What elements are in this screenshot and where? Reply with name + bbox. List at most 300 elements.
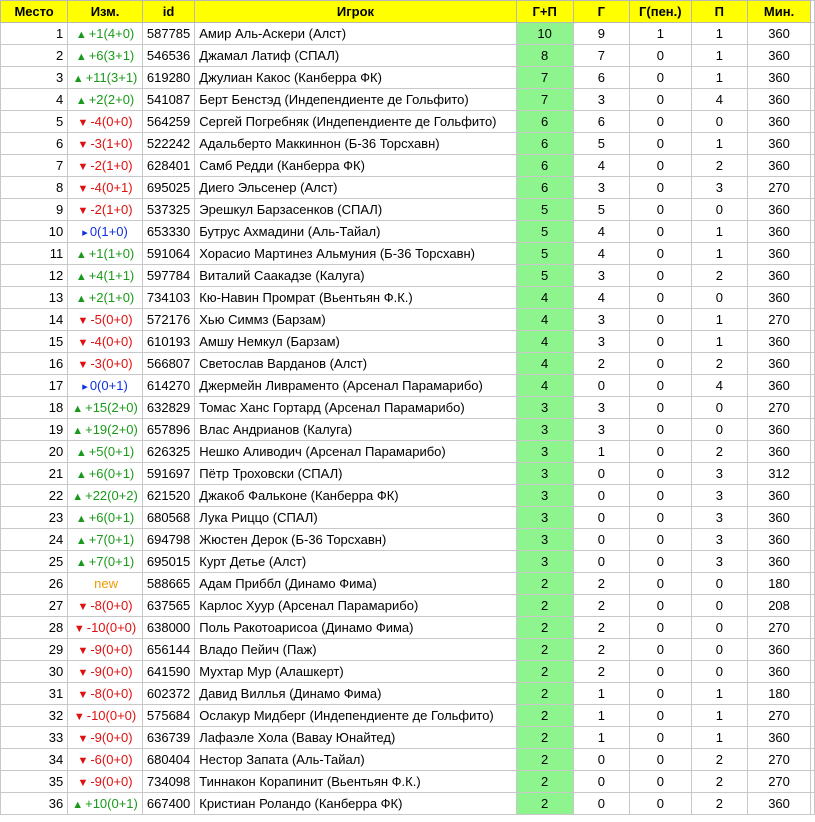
penalty-goals-cell: 0 — [630, 485, 692, 507]
player-name-cell: Нешко Аливодич (Арсенал Парамарибо) — [195, 441, 516, 463]
player-id-cell: 602372 — [142, 683, 194, 705]
player-id-cell: 587785 — [142, 23, 194, 45]
header-gp: Г+П — [516, 1, 573, 23]
minutes-cell: 360 — [748, 529, 811, 551]
row-stub — [811, 133, 815, 155]
row-stub — [811, 507, 815, 529]
assists-cell: 1 — [691, 45, 747, 67]
penalty-goals-cell: 0 — [630, 793, 692, 815]
minutes-cell: 270 — [748, 309, 811, 331]
gp-cell: 3 — [516, 507, 573, 529]
minutes-cell: 180 — [748, 573, 811, 595]
player-name-cell: Тиннакон Корапинит (Вьентьян Ф.К.) — [195, 771, 516, 793]
goals-cell: 0 — [573, 551, 629, 573]
assists-cell: 2 — [691, 353, 747, 375]
arrow-down-icon: ▼ — [77, 777, 89, 789]
change-text: -9(0+0) — [90, 664, 133, 679]
change-text: -9(0+0) — [90, 642, 133, 657]
gp-cell: 5 — [516, 199, 573, 221]
gp-cell: 3 — [516, 463, 573, 485]
change-text: -4(0+0) — [90, 334, 133, 349]
gp-cell: 2 — [516, 639, 573, 661]
change-text: +5(0+1) — [88, 444, 135, 459]
row-stub — [811, 683, 815, 705]
player-name-cell: Хью Симмз (Барзам) — [195, 309, 516, 331]
penalty-goals-cell: 0 — [630, 463, 692, 485]
flag-icon: ▸ — [82, 227, 88, 239]
penalty-goals-cell: 0 — [630, 221, 692, 243]
row-stub — [811, 529, 815, 551]
table-row — [1, 353, 815, 375]
assists-cell: 1 — [691, 331, 747, 353]
player-name-cell: Адальберто Маккиннон (Б-36 Торсхавн) — [195, 133, 516, 155]
arrow-up-icon: ▲ — [75, 29, 87, 41]
goals-cell: 6 — [573, 67, 629, 89]
goals-cell: 2 — [573, 661, 629, 683]
arrow-down-icon: ▼ — [77, 315, 89, 327]
assists-cell: 2 — [691, 771, 747, 793]
change-text: +19(2+0) — [85, 422, 138, 437]
player-name-cell: Эрешкул Барзасенков (СПАЛ) — [195, 199, 516, 221]
goals-cell: 0 — [573, 793, 629, 815]
arrow-down-icon: ▼ — [73, 623, 85, 635]
gp-cell: 4 — [516, 375, 573, 397]
assists-cell: 1 — [691, 67, 747, 89]
assists-cell: 2 — [691, 155, 747, 177]
change-cell — [68, 155, 143, 177]
player-name-cell: Светослав Варданов (Алст) — [195, 353, 516, 375]
player-name-cell: Кристиан Роландо (Канберра ФК) — [195, 793, 516, 815]
player-name-cell: Хорасио Мартинез Альмуния (Б-36 Торсхавн) — [195, 243, 516, 265]
place-cell: 9 — [1, 199, 68, 221]
arrow-up-icon: ▲ — [75, 447, 87, 459]
player-id-cell: 522242 — [142, 133, 194, 155]
penalty-goals-cell: 0 — [630, 287, 692, 309]
place-cell: 32 — [1, 705, 68, 727]
player-id-cell: 628401 — [142, 155, 194, 177]
row-stub — [811, 221, 815, 243]
row-stub — [811, 397, 815, 419]
change-text: +2(2+0) — [88, 92, 135, 107]
assists-cell: 1 — [691, 309, 747, 331]
change-text: 0(0+1) — [89, 378, 128, 393]
minutes-cell: 360 — [748, 639, 811, 661]
penalty-goals-cell: 0 — [630, 529, 692, 551]
gp-cell: 5 — [516, 221, 573, 243]
change-cell — [68, 639, 143, 661]
table-row — [1, 419, 815, 441]
table-row — [1, 639, 815, 661]
assists-cell: 2 — [691, 265, 747, 287]
player-name-cell: Курт Детье (Алст) — [195, 551, 516, 573]
player-name-cell: Томас Ханс Гортард (Арсенал Парамарибо) — [195, 397, 516, 419]
penalty-goals-cell: 0 — [630, 243, 692, 265]
change-text: -3(1+0) — [90, 136, 133, 151]
minutes-cell: 360 — [748, 45, 811, 67]
minutes-cell: 208 — [748, 595, 811, 617]
assists-cell: 1 — [691, 243, 747, 265]
player-name-cell: Лафаэле Хола (Вавау Юнайтед) — [195, 727, 516, 749]
player-name-cell: Лука Риццо (СПАЛ) — [195, 507, 516, 529]
minutes-cell: 360 — [748, 133, 811, 155]
player-id-cell: 614270 — [142, 375, 194, 397]
table-row — [1, 331, 815, 353]
player-id-cell: 657896 — [142, 419, 194, 441]
change-text: +10(0+1) — [85, 796, 138, 811]
change-cell — [68, 529, 143, 551]
table-row — [1, 177, 815, 199]
player-name-cell: Владо Пейич (Паж) — [195, 639, 516, 661]
place-cell: 17 — [1, 375, 68, 397]
change-cell — [68, 727, 143, 749]
change-cell — [68, 573, 143, 595]
table-row — [1, 133, 815, 155]
table-row — [1, 463, 815, 485]
goals-cell: 2 — [573, 595, 629, 617]
place-cell: 34 — [1, 749, 68, 771]
place-cell: 30 — [1, 661, 68, 683]
change-cell — [68, 309, 143, 331]
change-text: +15(2+0) — [85, 400, 138, 415]
arrow-up-icon: ▲ — [75, 51, 87, 63]
penalty-goals-cell: 0 — [630, 705, 692, 727]
player-id-cell: 619280 — [142, 67, 194, 89]
header-change: Изм. — [68, 1, 143, 23]
assists-cell: 1 — [691, 221, 747, 243]
change-cell — [68, 551, 143, 573]
assists-cell: 2 — [691, 749, 747, 771]
gp-cell: 4 — [516, 353, 573, 375]
minutes-cell: 270 — [748, 705, 811, 727]
place-cell: 20 — [1, 441, 68, 463]
goals-cell: 4 — [573, 287, 629, 309]
change-text: +6(3+1) — [88, 48, 135, 63]
goals-cell: 3 — [573, 265, 629, 287]
goals-cell: 0 — [573, 485, 629, 507]
place-cell: 10 — [1, 221, 68, 243]
change-cell — [68, 353, 143, 375]
table-row — [1, 793, 815, 815]
header-stub — [811, 1, 815, 23]
player-name-cell: Мухтар Мур (Алашкерт) — [195, 661, 516, 683]
player-id-cell: 572176 — [142, 309, 194, 331]
player-id-cell: 734098 — [142, 771, 194, 793]
place-cell: 16 — [1, 353, 68, 375]
place-cell: 8 — [1, 177, 68, 199]
change-text: -9(0+0) — [90, 774, 133, 789]
assists-cell: 0 — [691, 111, 747, 133]
player-name-cell: Адам Приббл (Динамо Фима) — [195, 573, 516, 595]
penalty-goals-cell: 0 — [630, 45, 692, 67]
gp-cell: 3 — [516, 551, 573, 573]
place-cell: 3 — [1, 67, 68, 89]
gp-cell: 6 — [516, 155, 573, 177]
minutes-cell: 270 — [748, 177, 811, 199]
change-cell — [68, 287, 143, 309]
change-text: -5(0+0) — [90, 312, 133, 327]
row-stub — [811, 573, 815, 595]
penalty-goals-cell: 0 — [630, 551, 692, 573]
change-text: -6(0+0) — [90, 752, 133, 767]
table-row — [1, 705, 815, 727]
minutes-cell: 360 — [748, 375, 811, 397]
header-penalty-goals: Г(пен.) — [630, 1, 692, 23]
gp-cell: 8 — [516, 45, 573, 67]
change-text: 0(1+0) — [89, 224, 128, 239]
change-cell — [68, 749, 143, 771]
place-cell: 15 — [1, 331, 68, 353]
change-text: +7(0+1) — [88, 554, 135, 569]
arrow-up-icon: ▲ — [75, 271, 87, 283]
player-id-cell: 588665 — [142, 573, 194, 595]
table-row — [1, 23, 815, 45]
change-cell — [68, 133, 143, 155]
arrow-up-icon: ▲ — [72, 491, 84, 503]
goals-cell: 4 — [573, 155, 629, 177]
arrow-down-icon: ▼ — [77, 139, 89, 151]
gp-cell: 2 — [516, 705, 573, 727]
goals-cell: 0 — [573, 507, 629, 529]
assists-cell: 0 — [691, 287, 747, 309]
player-id-cell: 636739 — [142, 727, 194, 749]
player-name-cell: Берт Бенстэд (Индепендиенте де Гольфито) — [195, 89, 516, 111]
player-id-cell: 641590 — [142, 661, 194, 683]
goals-cell: 0 — [573, 771, 629, 793]
table-row — [1, 199, 815, 221]
goals-cell: 0 — [573, 529, 629, 551]
penalty-goals-cell: 0 — [630, 89, 692, 111]
table-row — [1, 89, 815, 111]
player-name-cell: Сергей Погребняк (Индепендиенте де Гольфито) — [195, 111, 516, 133]
goals-cell: 3 — [573, 309, 629, 331]
change-text: +6(0+1) — [88, 510, 135, 525]
place-cell: 4 — [1, 89, 68, 111]
header-id: id — [142, 1, 194, 23]
player-name-cell: Ослакур Мидберг (Индепендиенте де Гольфито) — [195, 705, 516, 727]
header-place: Место — [1, 1, 68, 23]
assists-cell: 3 — [691, 507, 747, 529]
penalty-goals-cell: 0 — [630, 573, 692, 595]
change-text: -4(0+1) — [90, 180, 133, 195]
gp-cell: 2 — [516, 793, 573, 815]
player-name-cell: Джамал Латиф (СПАЛ) — [195, 45, 516, 67]
row-stub — [811, 243, 815, 265]
place-cell: 26 — [1, 573, 68, 595]
place-cell: 35 — [1, 771, 68, 793]
goals-cell: 2 — [573, 353, 629, 375]
penalty-goals-cell: 0 — [630, 111, 692, 133]
place-cell: 23 — [1, 507, 68, 529]
assists-cell: 3 — [691, 485, 747, 507]
gp-cell: 7 — [516, 89, 573, 111]
table-row — [1, 309, 815, 331]
minutes-cell: 270 — [748, 617, 811, 639]
penalty-goals-cell: 0 — [630, 419, 692, 441]
penalty-goals-cell: 0 — [630, 441, 692, 463]
assists-cell: 0 — [691, 397, 747, 419]
place-cell: 21 — [1, 463, 68, 485]
assists-cell: 0 — [691, 573, 747, 595]
assists-cell: 3 — [691, 177, 747, 199]
goals-cell: 0 — [573, 375, 629, 397]
player-name-cell: Влас Андрианов (Калуга) — [195, 419, 516, 441]
player-id-cell: 626325 — [142, 441, 194, 463]
gp-cell: 6 — [516, 133, 573, 155]
penalty-goals-cell: 0 — [630, 265, 692, 287]
change-cell — [68, 375, 143, 397]
minutes-cell: 360 — [748, 419, 811, 441]
row-stub — [811, 89, 815, 111]
table-row — [1, 749, 815, 771]
row-stub — [811, 485, 815, 507]
arrow-up-icon: ▲ — [75, 95, 87, 107]
assists-cell: 0 — [691, 617, 747, 639]
change-cell — [68, 177, 143, 199]
change-text: +4(1+1) — [88, 268, 135, 283]
change-text: -8(0+0) — [90, 598, 133, 613]
arrow-up-icon: ▲ — [72, 403, 84, 415]
goals-cell: 0 — [573, 463, 629, 485]
goals-cell: 3 — [573, 419, 629, 441]
gp-cell: 7 — [516, 67, 573, 89]
gp-cell: 2 — [516, 683, 573, 705]
arrow-up-icon: ▲ — [75, 469, 87, 481]
goals-cell: 3 — [573, 89, 629, 111]
row-stub — [811, 595, 815, 617]
player-name-cell: Джулиан Какос (Канберра ФК) — [195, 67, 516, 89]
minutes-cell: 270 — [748, 397, 811, 419]
player-id-cell: 566807 — [142, 353, 194, 375]
change-text: +6(0+1) — [88, 466, 135, 481]
arrow-down-icon: ▼ — [77, 755, 89, 767]
place-cell: 12 — [1, 265, 68, 287]
table-row — [1, 727, 815, 749]
arrow-down-icon: ▼ — [77, 733, 89, 745]
change-text: -3(0+0) — [90, 356, 133, 371]
minutes-cell: 360 — [748, 441, 811, 463]
gp-cell: 4 — [516, 287, 573, 309]
goals-cell: 3 — [573, 397, 629, 419]
table-row — [1, 397, 815, 419]
row-stub — [811, 441, 815, 463]
minutes-cell: 180 — [748, 683, 811, 705]
penalty-goals-cell: 0 — [630, 133, 692, 155]
change-cell — [68, 771, 143, 793]
change-cell — [68, 45, 143, 67]
row-stub — [811, 287, 815, 309]
penalty-goals-cell: 0 — [630, 331, 692, 353]
place-cell: 24 — [1, 529, 68, 551]
minutes-cell: 270 — [748, 771, 811, 793]
row-stub — [811, 199, 815, 221]
table-row — [1, 287, 815, 309]
change-text: -2(1+0) — [90, 202, 133, 217]
arrow-down-icon: ▼ — [77, 117, 89, 129]
minutes-cell: 360 — [748, 111, 811, 133]
change-cell — [68, 485, 143, 507]
row-stub — [811, 551, 815, 573]
player-id-cell: 621520 — [142, 485, 194, 507]
player-name-cell: Кю-Навин Промрат (Вьентьян Ф.К.) — [195, 287, 516, 309]
table-row — [1, 67, 815, 89]
player-name-cell: Джакоб Фальконе (Канберра ФК) — [195, 485, 516, 507]
arrow-up-icon: ▲ — [75, 249, 87, 261]
place-cell: 25 — [1, 551, 68, 573]
goals-cell: 6 — [573, 111, 629, 133]
change-text: new — [94, 576, 118, 591]
table-row — [1, 573, 815, 595]
gp-cell: 4 — [516, 309, 573, 331]
assists-cell: 4 — [691, 89, 747, 111]
change-cell — [68, 199, 143, 221]
table-row — [1, 661, 815, 683]
player-id-cell: 637565 — [142, 595, 194, 617]
table-row — [1, 111, 815, 133]
row-stub — [811, 111, 815, 133]
row-stub — [811, 155, 815, 177]
assists-cell: 2 — [691, 441, 747, 463]
penalty-goals-cell: 0 — [630, 199, 692, 221]
change-cell — [68, 661, 143, 683]
change-text: -10(0+0) — [86, 620, 137, 635]
player-name-cell: Диего Эльсенер (Алст) — [195, 177, 516, 199]
change-text: -2(1+0) — [90, 158, 133, 173]
place-cell: 13 — [1, 287, 68, 309]
player-id-cell: 680404 — [142, 749, 194, 771]
row-stub — [811, 749, 815, 771]
change-text: +1(4+0) — [88, 26, 135, 41]
goals-cell: 4 — [573, 221, 629, 243]
player-id-cell: 695025 — [142, 177, 194, 199]
gp-cell: 3 — [516, 397, 573, 419]
change-text: -10(0+0) — [86, 708, 137, 723]
gp-cell: 2 — [516, 595, 573, 617]
minutes-cell: 270 — [748, 749, 811, 771]
assists-cell: 3 — [691, 529, 747, 551]
change-cell — [68, 111, 143, 133]
penalty-goals-cell: 0 — [630, 683, 692, 705]
place-cell: 29 — [1, 639, 68, 661]
place-cell: 27 — [1, 595, 68, 617]
goals-cell: 2 — [573, 639, 629, 661]
table-row — [1, 595, 815, 617]
gp-cell: 2 — [516, 727, 573, 749]
change-cell — [68, 705, 143, 727]
arrow-up-icon: ▲ — [72, 799, 84, 811]
change-cell — [68, 89, 143, 111]
minutes-cell: 360 — [748, 221, 811, 243]
table-row — [1, 45, 815, 67]
player-name-cell: Виталий Саакадзе (Калуга) — [195, 265, 516, 287]
penalty-goals-cell: 0 — [630, 639, 692, 661]
change-cell — [68, 617, 143, 639]
arrow-down-icon: ▼ — [77, 205, 89, 217]
minutes-cell: 360 — [748, 155, 811, 177]
arrow-down-icon: ▼ — [73, 711, 85, 723]
gp-cell: 5 — [516, 243, 573, 265]
minutes-cell: 360 — [748, 353, 811, 375]
place-cell: 2 — [1, 45, 68, 67]
gp-cell: 3 — [516, 441, 573, 463]
header-assists: П — [691, 1, 747, 23]
table-row — [1, 243, 815, 265]
goals-cell: 3 — [573, 177, 629, 199]
penalty-goals-cell: 0 — [630, 749, 692, 771]
player-name-cell: Амир Аль-Аскери (Алст) — [195, 23, 516, 45]
gp-cell: 6 — [516, 177, 573, 199]
minutes-cell: 360 — [748, 287, 811, 309]
place-cell: 6 — [1, 133, 68, 155]
